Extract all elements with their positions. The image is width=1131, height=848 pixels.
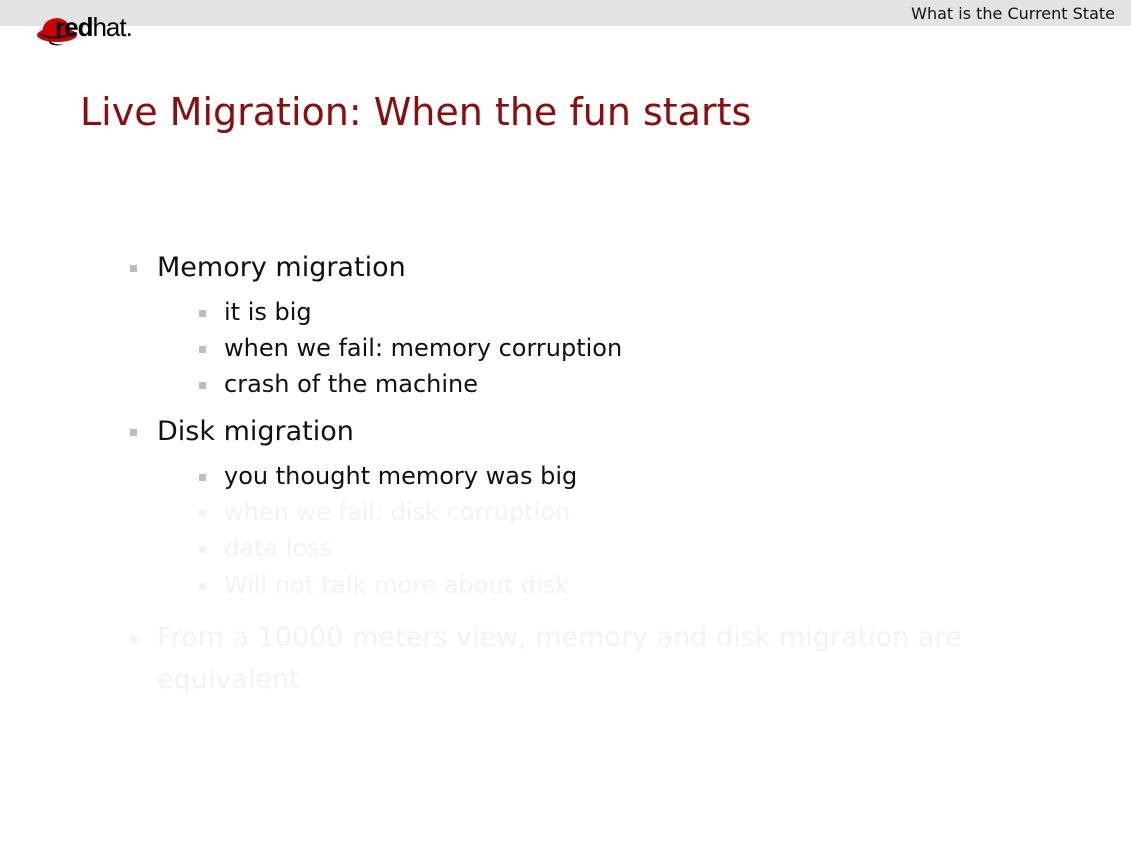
list-subitem: crash of the machine: [224, 370, 479, 398]
list-item-hidden-line2: equivalent: [157, 664, 300, 695]
section-title: What is the Current State: [911, 4, 1115, 23]
logo-text-light: hat.: [92, 12, 132, 42]
redhat-wordmark: [55, 12, 132, 43]
list-item-hidden: From a 10000 meters view, memory and disk migration are: [157, 622, 962, 653]
list-subitem: you thought memory was big: [224, 462, 578, 490]
bullet-marker: [199, 382, 206, 389]
slide-title: Live Migration: When the fun starts: [80, 90, 752, 134]
list-subitem: when we fail: memory corruption: [224, 334, 623, 362]
bullet-marker: [130, 265, 137, 272]
bullet-marker: [199, 510, 206, 517]
list-item: Memory migration: [157, 252, 406, 283]
bullet-marker: [199, 474, 206, 481]
bullet-marker: [130, 636, 137, 643]
bullet-marker: [130, 429, 137, 436]
bullet-marker: [199, 583, 206, 590]
list-subitem-hidden: when we fail: disk corruption: [224, 498, 571, 526]
list-subitem-hidden: Will not talk more about disk: [224, 571, 570, 599]
logo-text-bold: red: [55, 12, 93, 42]
bullet-marker: [199, 546, 206, 553]
list-item: Disk migration: [157, 416, 354, 447]
header-bar: [0, 0, 1131, 26]
bullet-marker: [199, 310, 206, 317]
list-subitem: it is big: [224, 298, 312, 326]
list-subitem-hidden: data loss: [224, 534, 333, 562]
bullet-marker: [199, 346, 206, 353]
